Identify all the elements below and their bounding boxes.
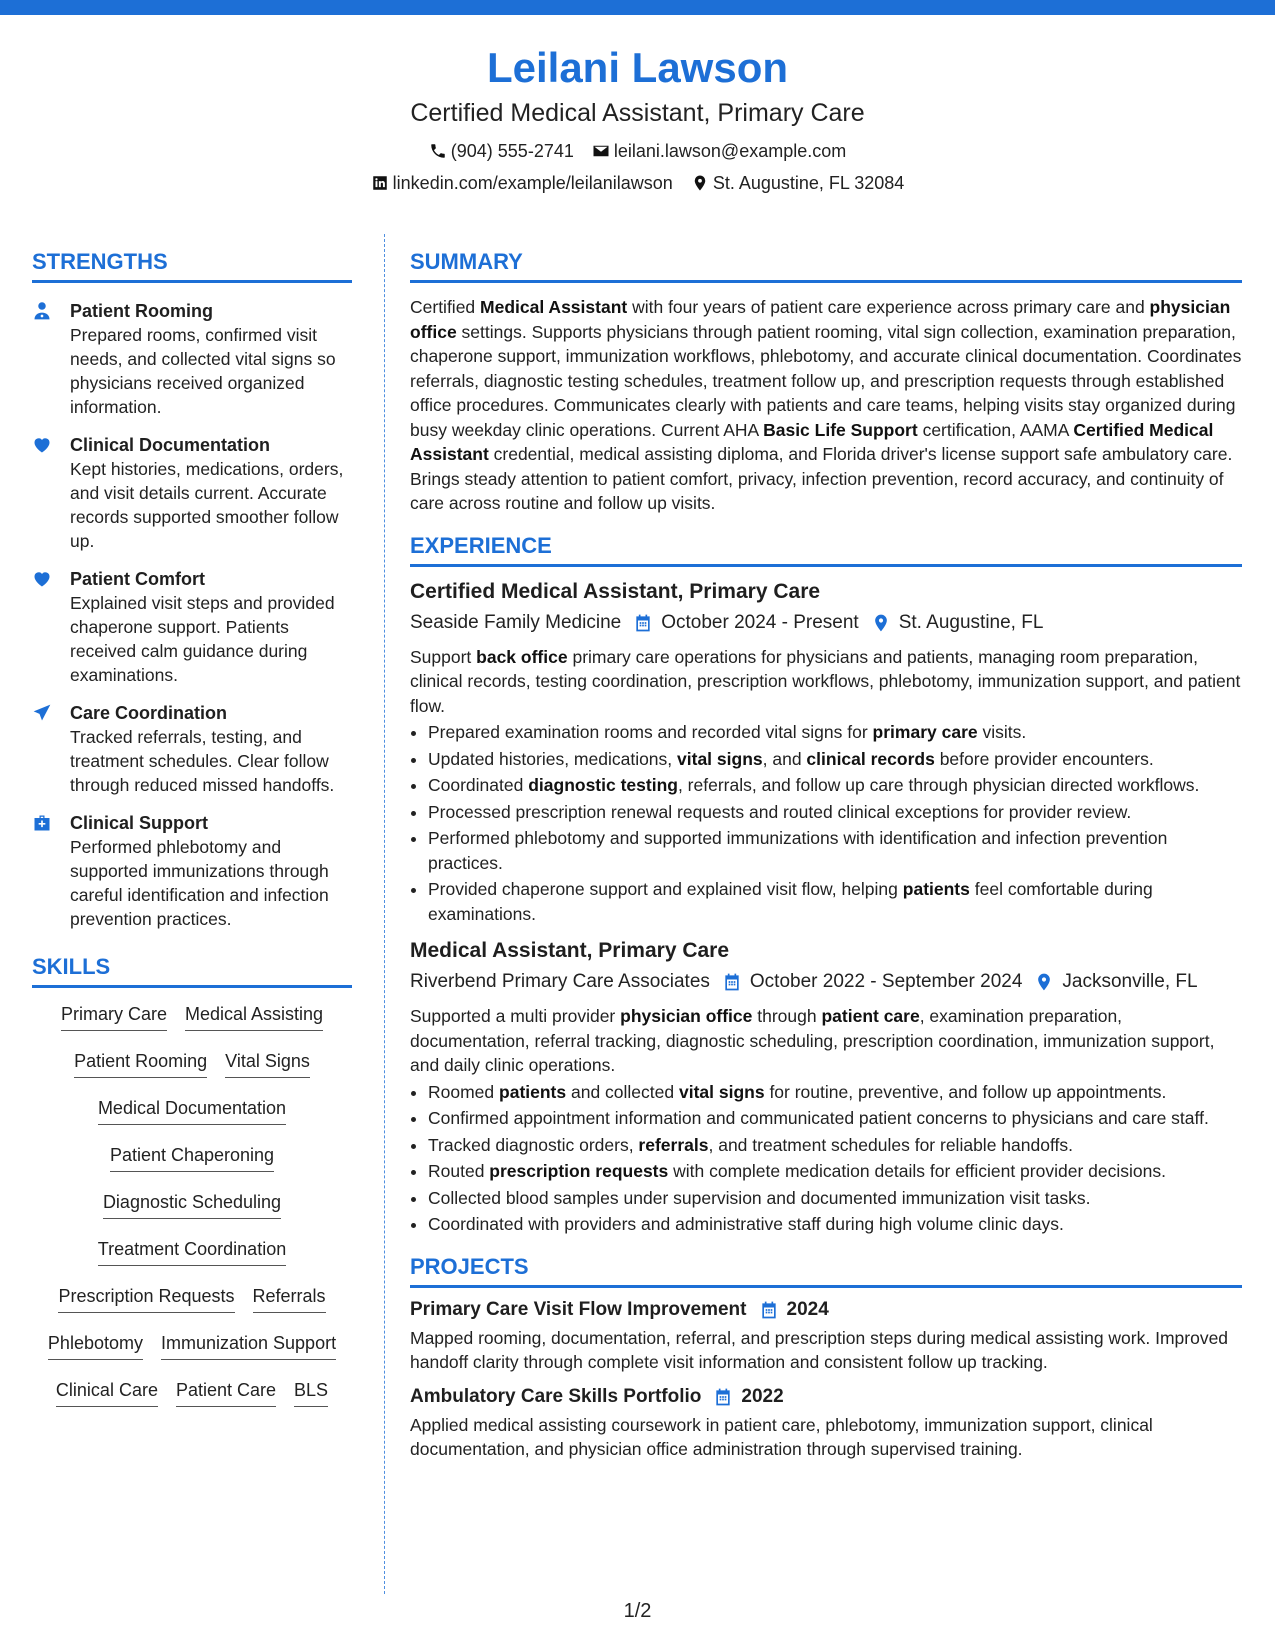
job-bullet: • Performed phlebotomy and supported immunizations with identification and infection prevention practices. (428, 826, 1242, 875)
experience-list (410, 577, 1242, 1237)
heart-icon (32, 569, 52, 589)
envelope-icon (592, 142, 610, 160)
location-contact (691, 171, 904, 195)
candidate-role: Certified Medical Assistant, Primary Care (410, 99, 865, 127)
user-doctor-icon (32, 301, 52, 321)
summary-heading: SUMMARY (410, 248, 1242, 283)
job-bullet: • Coordinated diagnostic testing, referrals, and follow up care through physician directed workflows. (428, 773, 1242, 798)
job-dates: October 2024 - Present (661, 611, 859, 633)
paper-plane-icon (32, 703, 52, 723)
skill-tag: Diagnostic Scheduling (103, 1190, 281, 1219)
map-pin-icon (871, 613, 891, 633)
job-title: Certified Medical Assistant, Primary Care (410, 579, 821, 603)
skill-tag: Patient Chaperoning (110, 1143, 274, 1172)
project-desc: Applied medical assisting coursework in patient care, phlebotomy, immunization support, clinical documentation, and physician office administration through supervised training. (410, 1414, 1153, 1459)
map-pin-icon (1034, 972, 1054, 992)
job-location: Jacksonville, FL (1062, 971, 1198, 992)
projects-heading: PROJECTS (410, 1253, 1242, 1288)
project-year: 2024 (786, 1298, 829, 1320)
phone-contact (429, 139, 574, 163)
linkedin-icon (371, 174, 389, 192)
strength-item (32, 433, 352, 553)
strength-desc: Prepared rooms, confirmed visit needs, and collected vital signs so physicians received organized information. (70, 325, 336, 417)
calendar-icon (713, 1387, 733, 1407)
resume-header (0, 42, 1275, 195)
skills-row (32, 1002, 352, 1031)
skills-row (32, 1096, 352, 1125)
strength-item (32, 567, 352, 687)
strength-desc: Explained visit steps and provided chaperone support. Patients received calm guidance during examinations. (70, 593, 335, 685)
skill-tag: Immunization Support (161, 1331, 336, 1360)
phone-text: (904) 555-2741 (450, 141, 574, 161)
job-entry (410, 936, 1242, 1237)
right-column (410, 248, 1242, 1462)
skill-tag: Treatment Coordination (98, 1237, 286, 1266)
top-accent-bar (0, 0, 1275, 15)
strength-title: Patient Comfort (70, 569, 205, 589)
job-location: St. Augustine, FL (898, 611, 1044, 633)
skills-row (32, 1143, 352, 1172)
email-contact[interactable] (592, 139, 846, 163)
project-title: Primary Care Visit Flow Improvement (410, 1298, 747, 1320)
skills-row (32, 1190, 352, 1219)
contact-row-2 (0, 171, 1275, 195)
skills-row (32, 1378, 352, 1407)
candidate-name: Leilani Lawson (486, 44, 789, 91)
skill-tag: Referrals (253, 1284, 326, 1313)
project-year: 2022 (741, 1385, 784, 1407)
job-bullet: • Roomed patients and collected vital signs for routine, preventive, and follow up appointments. (428, 1080, 1242, 1105)
skill-tag: Primary Care (61, 1002, 167, 1031)
column-divider (384, 234, 385, 1594)
skill-tag: Patient Care (176, 1378, 276, 1407)
skill-tag: Vital Signs (225, 1049, 310, 1078)
project-entry (410, 1383, 1242, 1462)
job-intro: Support back office primary care operations for physicians and patients, managing room preparation, clinical records, testing coordination, prescription workflows, phlebotomy, immunization support, and patient flow. (410, 646, 1241, 716)
job-company: Riverbend Primary Care Associates (410, 971, 710, 992)
strength-title: Care Coordination (70, 703, 228, 723)
skills-row (32, 1331, 352, 1360)
job-bullets (410, 1080, 1242, 1237)
strength-desc: Performed phlebotomy and supported immunizations through careful identification and infection prevention practices. (70, 837, 329, 929)
skill-tag: Prescription Requests (58, 1284, 234, 1313)
skill-tag: Medical Documentation (98, 1096, 286, 1125)
skills-row (32, 1049, 352, 1078)
job-bullet: • Prepared examination rooms and recorded vital signs for primary care visits. (428, 720, 1242, 745)
phone-icon (429, 142, 447, 160)
job-company: Seaside Family Medicine (410, 611, 622, 633)
calendar-icon (633, 613, 653, 633)
left-column (32, 248, 352, 1425)
job-bullet: • Processed prescription renewal requests and routed clinical exceptions for provider review. (428, 800, 1242, 825)
job-bullet: • Tracked diagnostic orders, referrals, and treatment schedules for reliable handoffs. (428, 1133, 1242, 1158)
strength-desc: Kept histories, medications, orders, and visit details current. Accurate records supported smoother follow up. (70, 459, 344, 551)
skills-heading: SKILLS (32, 953, 352, 988)
job-bullets (410, 720, 1242, 926)
job-meta (410, 968, 1242, 996)
projects-list (410, 1296, 1242, 1462)
linkedin-text[interactable]: linkedin.com/example/leilanilawson (392, 173, 673, 193)
strength-title: Clinical Support (70, 813, 209, 833)
project-entry (410, 1296, 1242, 1375)
project-header (410, 1296, 1242, 1324)
skill-tag: Phlebotomy (48, 1331, 143, 1360)
contact-row-1 (0, 139, 1275, 163)
calendar-icon (759, 1300, 779, 1320)
location-text: St. Augustine, FL 32084 (712, 173, 905, 193)
medical-kit-icon (32, 813, 52, 833)
skill-tag: Clinical Care (56, 1378, 158, 1407)
strength-title: Patient Rooming (70, 301, 213, 321)
job-bullet: • Confirmed appointment information and communicated patient concerns to physicians and care staff. (428, 1106, 1242, 1131)
strength-title: Clinical Documentation (70, 435, 271, 455)
job-dates: October 2022 - September 2024 (749, 971, 1023, 992)
calendar-icon (722, 972, 742, 992)
linkedin-contact[interactable] (371, 171, 673, 195)
summary-text: Certified Medical Assistant with four years of patient care experience across primary care and physician office settings. Supports physicians through patient rooming, vital sign collection, examination preparation, chaperone support, immunization workflows, phlebotomy, and accurate clinical documentation. Coordinates referrals, diagnostic testing schedules, treatment follow up, and prescription requests through established office procedures. Communicates clearly with patients and care teams, helping visits stay organized during busy weekday clinic operations. Current AHA Basic Life Support certification, AAMA Certified Medical Assistant credential, medical assisting diploma, and Florida driver's license support safe ambulatory care. Brings steady attention to patient comfort, privacy, infection prevention, record accuracy, and continuity of care across routine and follow up visits. (410, 297, 1242, 513)
skills-row (32, 1284, 352, 1313)
strength-item (32, 299, 352, 419)
email-text[interactable]: leilani.lawson@example.com (613, 141, 847, 161)
job-bullet: • Routed prescription requests with complete medication details for efficient provider decisions. (428, 1159, 1242, 1184)
job-bullet: • Coordinated with providers and administrative staff during high volume clinic days. (428, 1212, 1242, 1237)
skill-tag: BLS (294, 1378, 328, 1407)
job-bullet: • Updated histories, medications, vital signs, and clinical records before provider encounters. (428, 747, 1242, 772)
strength-item (32, 811, 352, 931)
page-number: 1/2 (623, 1600, 652, 1622)
strength-item (32, 701, 352, 797)
skills-row (32, 1237, 352, 1266)
job-bullet: • Collected blood samples under supervision and documented immunization visit tasks. (428, 1186, 1242, 1211)
skill-tag: Patient Rooming (74, 1049, 207, 1078)
job-entry (410, 577, 1242, 927)
skills-list (32, 1002, 352, 1407)
job-intro: Supported a multi provider physician office through patient care, examination preparation, documentation, referral tracking, diagnostic scheduling, prescription coordination, immunization support, and daily clinic operations. (410, 1006, 1215, 1075)
project-title: Ambulatory Care Skills Portfolio (410, 1385, 702, 1407)
strength-desc: Tracked referrals, testing, and treatment schedules. Clear follow through reduced missed handoffs. (70, 727, 335, 795)
job-bullet: • Provided chaperone support and explained visit flow, helping patients feel comfortable during examinations. (428, 877, 1242, 926)
heart-icon (32, 435, 52, 455)
experience-heading: EXPERIENCE (410, 532, 1242, 567)
job-meta (410, 609, 1242, 637)
project-desc: Mapped rooming, documentation, referral, and prescription steps during medical assisting work. Improved handoff clarity through complete visit information and consistent follow up tracking. (410, 1327, 1229, 1372)
job-title: Medical Assistant, Primary Care (410, 939, 730, 962)
map-pin-icon (691, 174, 709, 192)
strengths-heading: STRENGTHS (32, 248, 352, 283)
project-header (410, 1383, 1242, 1411)
skill-tag: Medical Assisting (185, 1002, 323, 1031)
